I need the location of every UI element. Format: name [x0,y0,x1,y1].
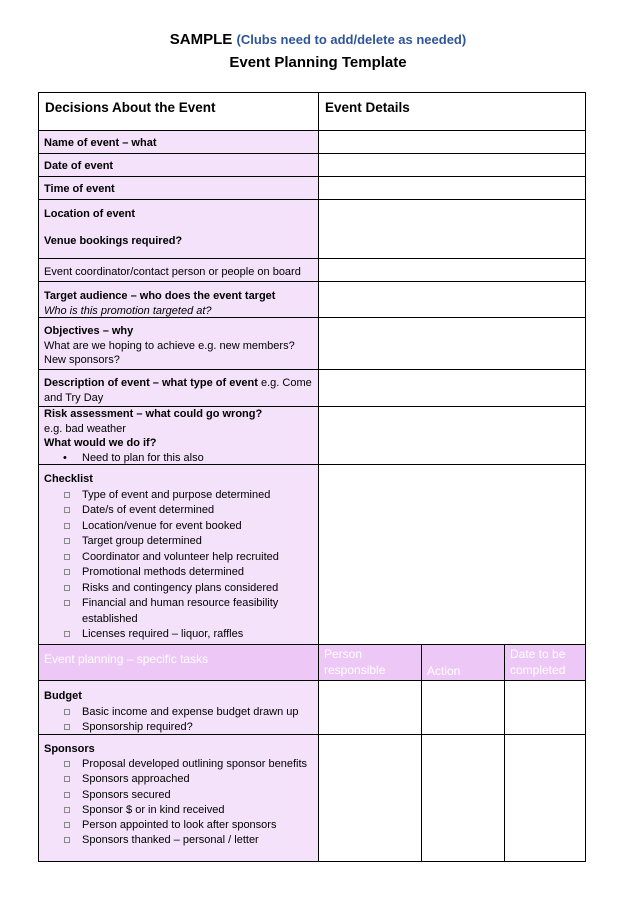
tasks-header-action: Action [422,645,505,681]
checklist-item-text: Basic income and expense budget drawn up [82,705,299,718]
sponsors-title: Sponsors [44,743,95,755]
checklist-item[interactable] [44,757,313,772]
checklist-item-text: Sponsors secured [82,788,171,801]
checkbox-icon [64,523,70,529]
checkbox-icon [64,761,70,767]
checklist-item-text: Date/s of event determined [82,504,215,516]
checklist-item[interactable] [44,488,313,504]
row-checklist-value[interactable] [319,465,586,645]
row-time-value[interactable] [319,177,586,200]
checkbox-icon [64,631,70,637]
row-location-value[interactable] [319,200,586,259]
tasks-header-date: Date to be completed [505,645,586,681]
sample-note: (Clubs need to add/delete as needed) [236,32,467,47]
checklist-item-text: Target group determined [82,535,202,547]
checkbox-icon [64,792,70,798]
checklist-item[interactable] [44,581,313,597]
checklist-item-text: Location/venue for event booked [82,519,242,532]
row-risk-value[interactable] [319,407,586,465]
checkbox-icon [64,507,70,513]
row-checklist-label [39,465,319,645]
risk-title: Risk assessment – what could go wrong? [44,408,263,420]
checklist-item[interactable] [44,596,313,627]
checklist-item-text: Financial and human resource feasibility established [82,597,279,625]
checklist-item-text: Risks and contingency plans considered [82,581,279,594]
row-name-value[interactable] [319,131,586,154]
sponsors-person-cell[interactable] [319,735,422,862]
checklist-item-text: Promotional methods determined [82,566,245,578]
checklist-item[interactable] [44,833,313,848]
row-name-label: Name of event – what [39,131,319,154]
checklist-title: Checklist [44,473,93,485]
checklist-item-text: Sponsor $ or in kind received [82,803,225,816]
row-objectives-value[interactable] [319,318,586,370]
checklist-item[interactable] [44,565,313,581]
budget-person-cell[interactable] [319,681,422,735]
bullet-icon: • [63,451,67,464]
checkbox-icon [64,724,70,730]
objectives-sub: What are we hoping to achieve e.g. new members? New sponsors? [44,339,295,366]
checkbox-icon [64,807,70,813]
checkbox-icon [64,709,70,715]
sponsors-action-cell[interactable] [422,735,505,862]
checkbox-icon [64,538,70,544]
budget-date-cell[interactable] [505,681,586,735]
checkbox-icon [64,585,70,591]
risk-question: What would we do if? [44,437,157,449]
audience-sub: Who is this promotion targeted at? [44,304,212,317]
row-audience-label [39,282,319,318]
objectives-title: Objectives – why [44,325,134,337]
checkbox-icon [64,776,70,782]
checkbox-icon [64,822,70,828]
row-objectives-label [39,318,319,370]
sample-label: SAMPLE [169,31,233,48]
budget-title: Budget [44,690,82,702]
checklist-item-text: Coordinator and volunteer help recruited [82,550,279,563]
budget-action-cell[interactable] [422,681,505,735]
checklist-item[interactable] [44,772,313,787]
tasks-header-label: Event planning – specific tasks [39,645,319,681]
page-title-sample [0,31,636,48]
row-description-value[interactable] [319,370,586,407]
row-risk-label [39,407,319,465]
venue-label: Venue bookings required? [44,234,183,247]
checklist-item[interactable] [44,720,313,735]
checklist-item[interactable] [44,503,313,519]
event-planning-table [38,92,586,862]
checkbox-icon [64,492,70,498]
sponsors-date-cell[interactable] [505,735,586,862]
row-description-label [39,370,319,407]
row-audience-value[interactable] [319,282,586,318]
checkbox-icon [64,600,70,606]
row-coordinator-label: Event coordinator/contact person or people on board [39,259,319,282]
checklist-item-text: Sponsorship required? [82,721,193,733]
checklist-item[interactable] [44,519,313,535]
row-location-label [39,200,319,259]
checklist-item[interactable] [44,534,313,550]
checklist-item[interactable] [44,803,313,818]
row-coordinator-value[interactable] [319,259,586,282]
checklist-item-text: Sponsors approached [82,773,190,786]
tasks-header-person: Person responsible [319,645,422,681]
description-sub: e.g. Come and Try Day [44,377,312,404]
checklist-item[interactable] [44,788,313,803]
checklist-item[interactable] [44,818,313,833]
checkbox-icon [64,569,70,575]
risk-bullet-text: Need to plan for this also [82,451,204,464]
row-sponsors-label [39,735,319,862]
checklist-item-text: Type of event and purpose determined [82,488,271,501]
checklist-item-text: Person appointed to look after sponsors [82,819,277,832]
row-budget-label [39,681,319,735]
row-time-label: Time of event [39,177,319,200]
description-title: Description of event – what type of event [44,377,258,389]
checklist-item[interactable] [44,550,313,566]
row-date-label: Date of event [39,154,319,177]
risk-bullet-item [44,451,313,466]
row-date-value[interactable] [319,154,586,177]
checklist-item-text: Licenses required – liquor, raffles [82,628,244,640]
checkbox-icon [64,554,70,560]
checkbox-icon [64,837,70,843]
checklist-item-text: Proposal developed outlining sponsor benefits [82,758,308,771]
col2-header: Event Details [319,93,586,131]
risk-eg: e.g. bad weather [44,422,126,435]
checklist-item-text: Sponsors thanked – personal / letter [82,834,259,847]
checklist-item[interactable] [44,705,313,721]
col1-header: Decisions About the Event [39,93,319,131]
location-label: Location of event [44,208,136,220]
page-title: Event Planning Template [229,54,407,71]
checklist-item[interactable] [44,627,313,643]
audience-title: Target audience – who does the event target [44,290,276,302]
